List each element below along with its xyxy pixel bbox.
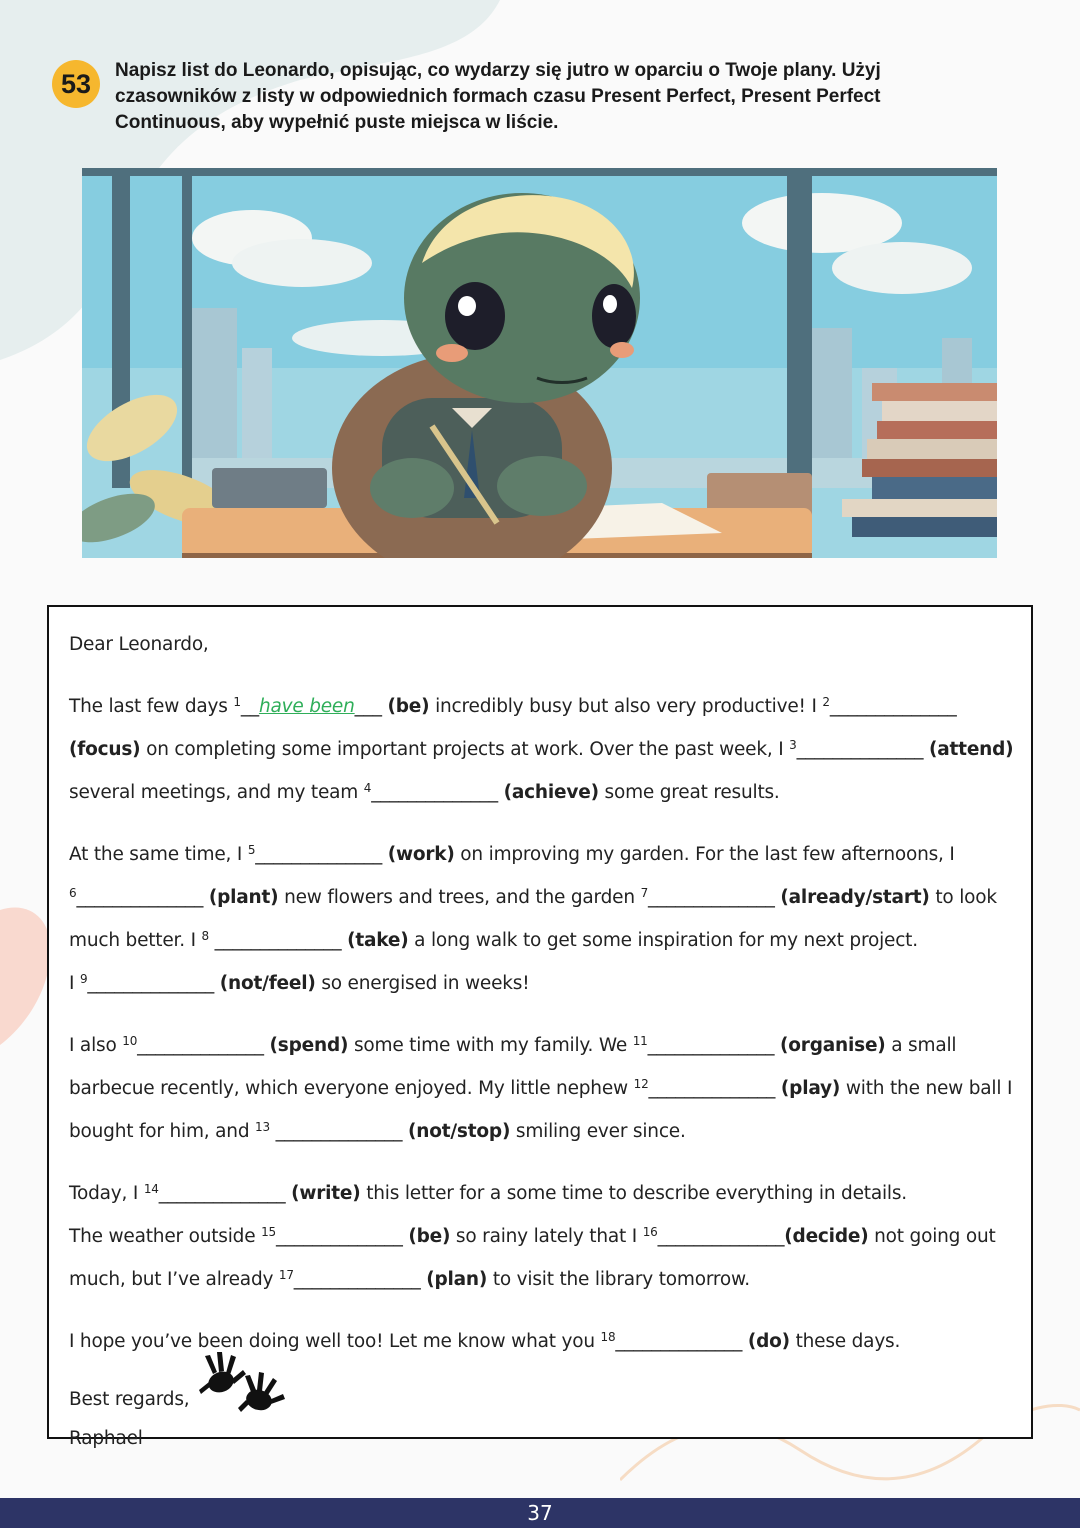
letter-paragraph-1: The last few days $^1$__have been___ (be) incredibly busy but also very productive! I $^2$______________ (focus) on completing some important projects at work. Over the past week, I $^3$______________ (attend) several meetings, and my team $^4$______________ (achieve) some great results. [69, 695, 1014, 803]
signature-name: Raphael [69, 1428, 143, 1449]
page-number: 37 [527, 1501, 553, 1525]
gap-number: 14 [143, 1182, 159, 1196]
gap-number: 16 [642, 1225, 658, 1239]
gap-number: 4 [363, 781, 372, 795]
verb-hint: (already/start) [780, 887, 930, 908]
gap-number: 8 [201, 929, 209, 943]
verb-hint: (not/feel) [219, 973, 316, 994]
gap-blank[interactable]: ______________ [648, 887, 775, 908]
gap-blank[interactable]: ______________ [647, 1035, 775, 1056]
letter-box [47, 605, 1033, 1449]
letter-text [69, 625, 1019, 1458]
verb-hint: (attend) [929, 739, 1014, 760]
gap-blank[interactable]: ______________ [829, 696, 957, 717]
letter-paragraph-4: Today, I $^{14}$______________ (write) this letter for a some time to describe everything in details. The weather outside $^{15}$______________ (be) so rainy lately that I $^{16}$______________(decide) not going out much, but I’ve already $^{17}$______________ (plan) to visit the library tomorrow. [69, 1182, 996, 1290]
verb-hint: (take) [347, 930, 409, 951]
gap-number: 1 [233, 695, 241, 709]
gap-number: 11 [632, 1034, 648, 1048]
gap-number: 13 [255, 1120, 270, 1134]
gap-number: 7 [640, 886, 648, 900]
gap-blank[interactable]: ______________ [87, 973, 215, 994]
letter-paragraph-5: I hope you’ve been doing well too! Let me know what you $^{18}$______________ (do) these days. [69, 1330, 901, 1352]
letter-greeting: Dear Leonardo, [69, 634, 209, 655]
verb-hint: (spend) [269, 1035, 349, 1056]
verb-hint: (plant) [208, 887, 279, 908]
gap-number: 5 [247, 843, 256, 857]
verb-hint: (be) [387, 696, 430, 717]
gap-blank[interactable]: ______________ [796, 739, 924, 760]
gap-number: 9 [79, 972, 88, 986]
gap-number: 6 [69, 886, 77, 900]
gap-blank[interactable]: ______________ [214, 930, 342, 951]
verb-hint: (achieve) [503, 782, 599, 803]
gap-number: 18 [600, 1330, 616, 1344]
gap-number: 17 [278, 1268, 294, 1282]
verb-hint: (write) [291, 1183, 361, 1204]
gap-number: 3 [789, 738, 797, 752]
letter-paragraph-2: At the same time, I $^5$______________ (work) on improving my garden. For the last few afternoons, I $^6$______________ (plant) new flowers and trees, and the garden $^7$______________ (already/start) to look much better. I $^8$ ______________ (take) a long walk to get some inspiration for my next project. I $^9$______________ (not/feel) so energised in weeks! [69, 843, 997, 994]
exercise-instructions: Napisz list do Leonardo, opisując, co wydarzy się jutro w oparciu o Twoje plany. Użyj czasowników z listy w odpowiednich formach czasu Present Perfect, Present Perfect Continuous, aby wypełnić puste miejsca w liście. [115, 60, 881, 133]
gap-blank[interactable]: ______________ [615, 1331, 743, 1352]
verb-hint: (focus) [69, 739, 141, 760]
example-answer: have been [258, 696, 355, 717]
verb-hint: (organise) [780, 1035, 886, 1056]
verb-hint: (decide) [784, 1226, 869, 1247]
gap-blank[interactable]: ______________ [158, 1183, 286, 1204]
letter-paragraph-3: I also $^{10}$______________ (spend) some time with my family. We $^{11}$______________ (organise) a small barbecue recently, which everyone enjoyed. My little nephew $^{12}$______________ (play) with the new ball I bought for him, and $^{13}$ ______________ (not/stop) smiling ever since. [69, 1034, 1013, 1142]
exercise-number-badge: 53 [52, 60, 100, 108]
gap-blank[interactable]: ______________ [137, 1035, 264, 1056]
verb-hint: (be) [408, 1226, 451, 1247]
verb-hint: (plan) [426, 1269, 488, 1290]
gap-blank[interactable]: ______________ [293, 1269, 421, 1290]
verb-hint: (not/stop) [408, 1121, 511, 1142]
page-footer [0, 1498, 1080, 1528]
gap-number: 2 [822, 695, 830, 709]
gap-blank[interactable]: ______________ [255, 844, 382, 865]
handprint-signature-icon [199, 1352, 289, 1417]
gap-number: 10 [122, 1034, 138, 1048]
gap-blank[interactable]: ______________ [371, 782, 498, 803]
gap-number: 12 [633, 1077, 649, 1091]
turtle-illustration [82, 168, 997, 558]
gap-blank[interactable]: ______________ [657, 1226, 785, 1247]
gap-number: 15 [261, 1225, 276, 1239]
verb-hint: (do) [747, 1331, 790, 1352]
gap-blank[interactable]: ______________ [76, 887, 204, 908]
gap-blank[interactable]: ______________ [648, 1078, 776, 1099]
verb-hint: (play) [780, 1078, 841, 1099]
verb-hint: (work) [387, 844, 455, 865]
closing-phrase: Best regards, [69, 1389, 190, 1410]
gap-blank[interactable]: ______________ [275, 1226, 403, 1247]
gap-blank[interactable]: ______________ [275, 1121, 403, 1142]
